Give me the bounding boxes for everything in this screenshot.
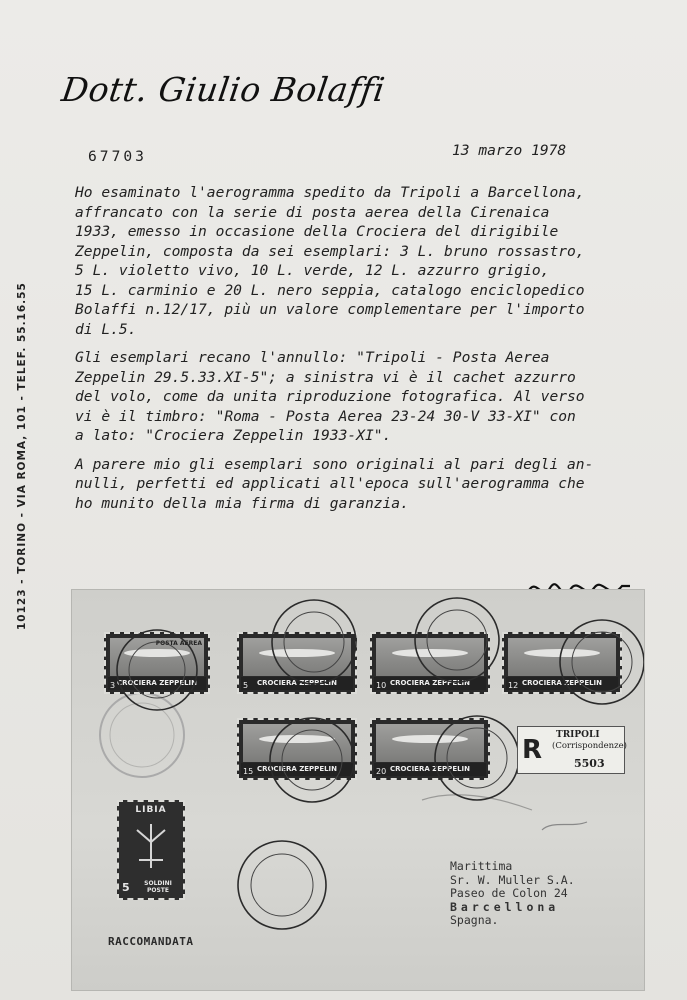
stamp-label: CROCIERA ZEPPELIN: [241, 763, 353, 776]
registration-number: 5503: [574, 757, 605, 770]
stamp-value: 5: [243, 681, 249, 690]
stamp-value: 15: [243, 767, 254, 776]
libia-title: LIBIA: [135, 805, 167, 815]
stamp-value: 10: [376, 681, 387, 690]
stamp-value: 3: [110, 681, 116, 690]
pencil-signature: [542, 822, 587, 830]
libia-stamp: [117, 800, 185, 900]
zeppelin-stamp-5: [237, 632, 357, 694]
certificate-number: 67703: [88, 148, 147, 165]
libia-footer: SOLDINI POSTE: [144, 880, 172, 894]
stamp-label: CROCIERA ZEPPELIN: [108, 677, 206, 690]
zeppelin-stamp-15: [237, 718, 357, 780]
registration-city: TRIPOLI: [556, 730, 600, 740]
stamp-label: CROCIERA ZEPPELIN: [374, 677, 486, 690]
raccomandata-label: RACCOMANDATA: [108, 935, 194, 948]
certificate-date: 13 marzo 1978: [452, 142, 567, 159]
zeppelin-stamp-12: [502, 632, 622, 694]
paragraph-2: Gli esemplari recano l'annullo: "Tripoli - Posta Aerea Zeppelin 29.5.33.XI-5"; a sinistra vi è il cachet azzurro del volo, come da unita riproduzione fotografica. Al verso vi è il timbro: "Roma - Posta Aerea 23-24 30-V 33-XI" con a lato: "Crociera Zeppelin 1933-XI".: [75, 349, 585, 444]
certificate-body: [75, 183, 675, 522]
paragraph-3: A parere mio gli esemplari sono originali al pari degli an- nulli, perfetti ed applicati all'epoca sull'aerogramma che ho munito della mia firma di garanzia.: [75, 455, 594, 512]
stamp-label: CROCIERA ZEPPELIN: [506, 677, 618, 690]
recipient-address: Marittima Sr. W. Muller S.A. Paseo de Colon 24 Barcellona Spagna.: [450, 859, 575, 927]
registration-sub: (Corrispondenze): [552, 741, 627, 751]
registration-label: [517, 726, 625, 774]
stamp-value: 12: [508, 681, 519, 690]
stamp-label: CROCIERA ZEPPELIN: [374, 763, 486, 776]
paragraph-1: Ho esaminato l'aerogramma spedito da Tripoli a Barcellona, affrancato con la serie di posta aerea della Cirenaica 1933, emesso in occasione della Crociera del dirigibile Zeppelin, composta da sei esemplari: 3 L. bruno rossastro, 5 L. violetto vivo, 10 L. verde, 12 L. azzurro grigio, 15 L. carminio e 20 L. nero seppia, catalogo enciclopedico Bolaffi n.12/17, più un valore complementare per l'importo di L.5.: [75, 184, 585, 338]
zeppelin-stamp-3: POSTA AEREA CROCIERA ZEPPELIN 3: [104, 632, 210, 694]
winged-figure-icon: [133, 820, 169, 872]
libia-value: 5: [122, 881, 130, 894]
zeppelin-stamp-20: [370, 718, 490, 780]
zeppelin-stamp-10: [370, 632, 490, 694]
registration-letter: R: [522, 735, 543, 765]
cachet-inner-circle: [110, 703, 174, 767]
stamp-label: CROCIERA ZEPPELIN: [241, 677, 353, 690]
sidebar-address: 10123 - TORINO - VIA ROMA, 101 - TELEF. 55.16.55: [16, 282, 28, 630]
cachet-circle: [100, 693, 184, 777]
pencil-mark: [422, 795, 532, 810]
cover-photograph: [72, 590, 644, 990]
letterhead-signature: Dott. Giulio Bolaffi: [59, 70, 388, 109]
stamp-value: 20: [376, 767, 387, 776]
